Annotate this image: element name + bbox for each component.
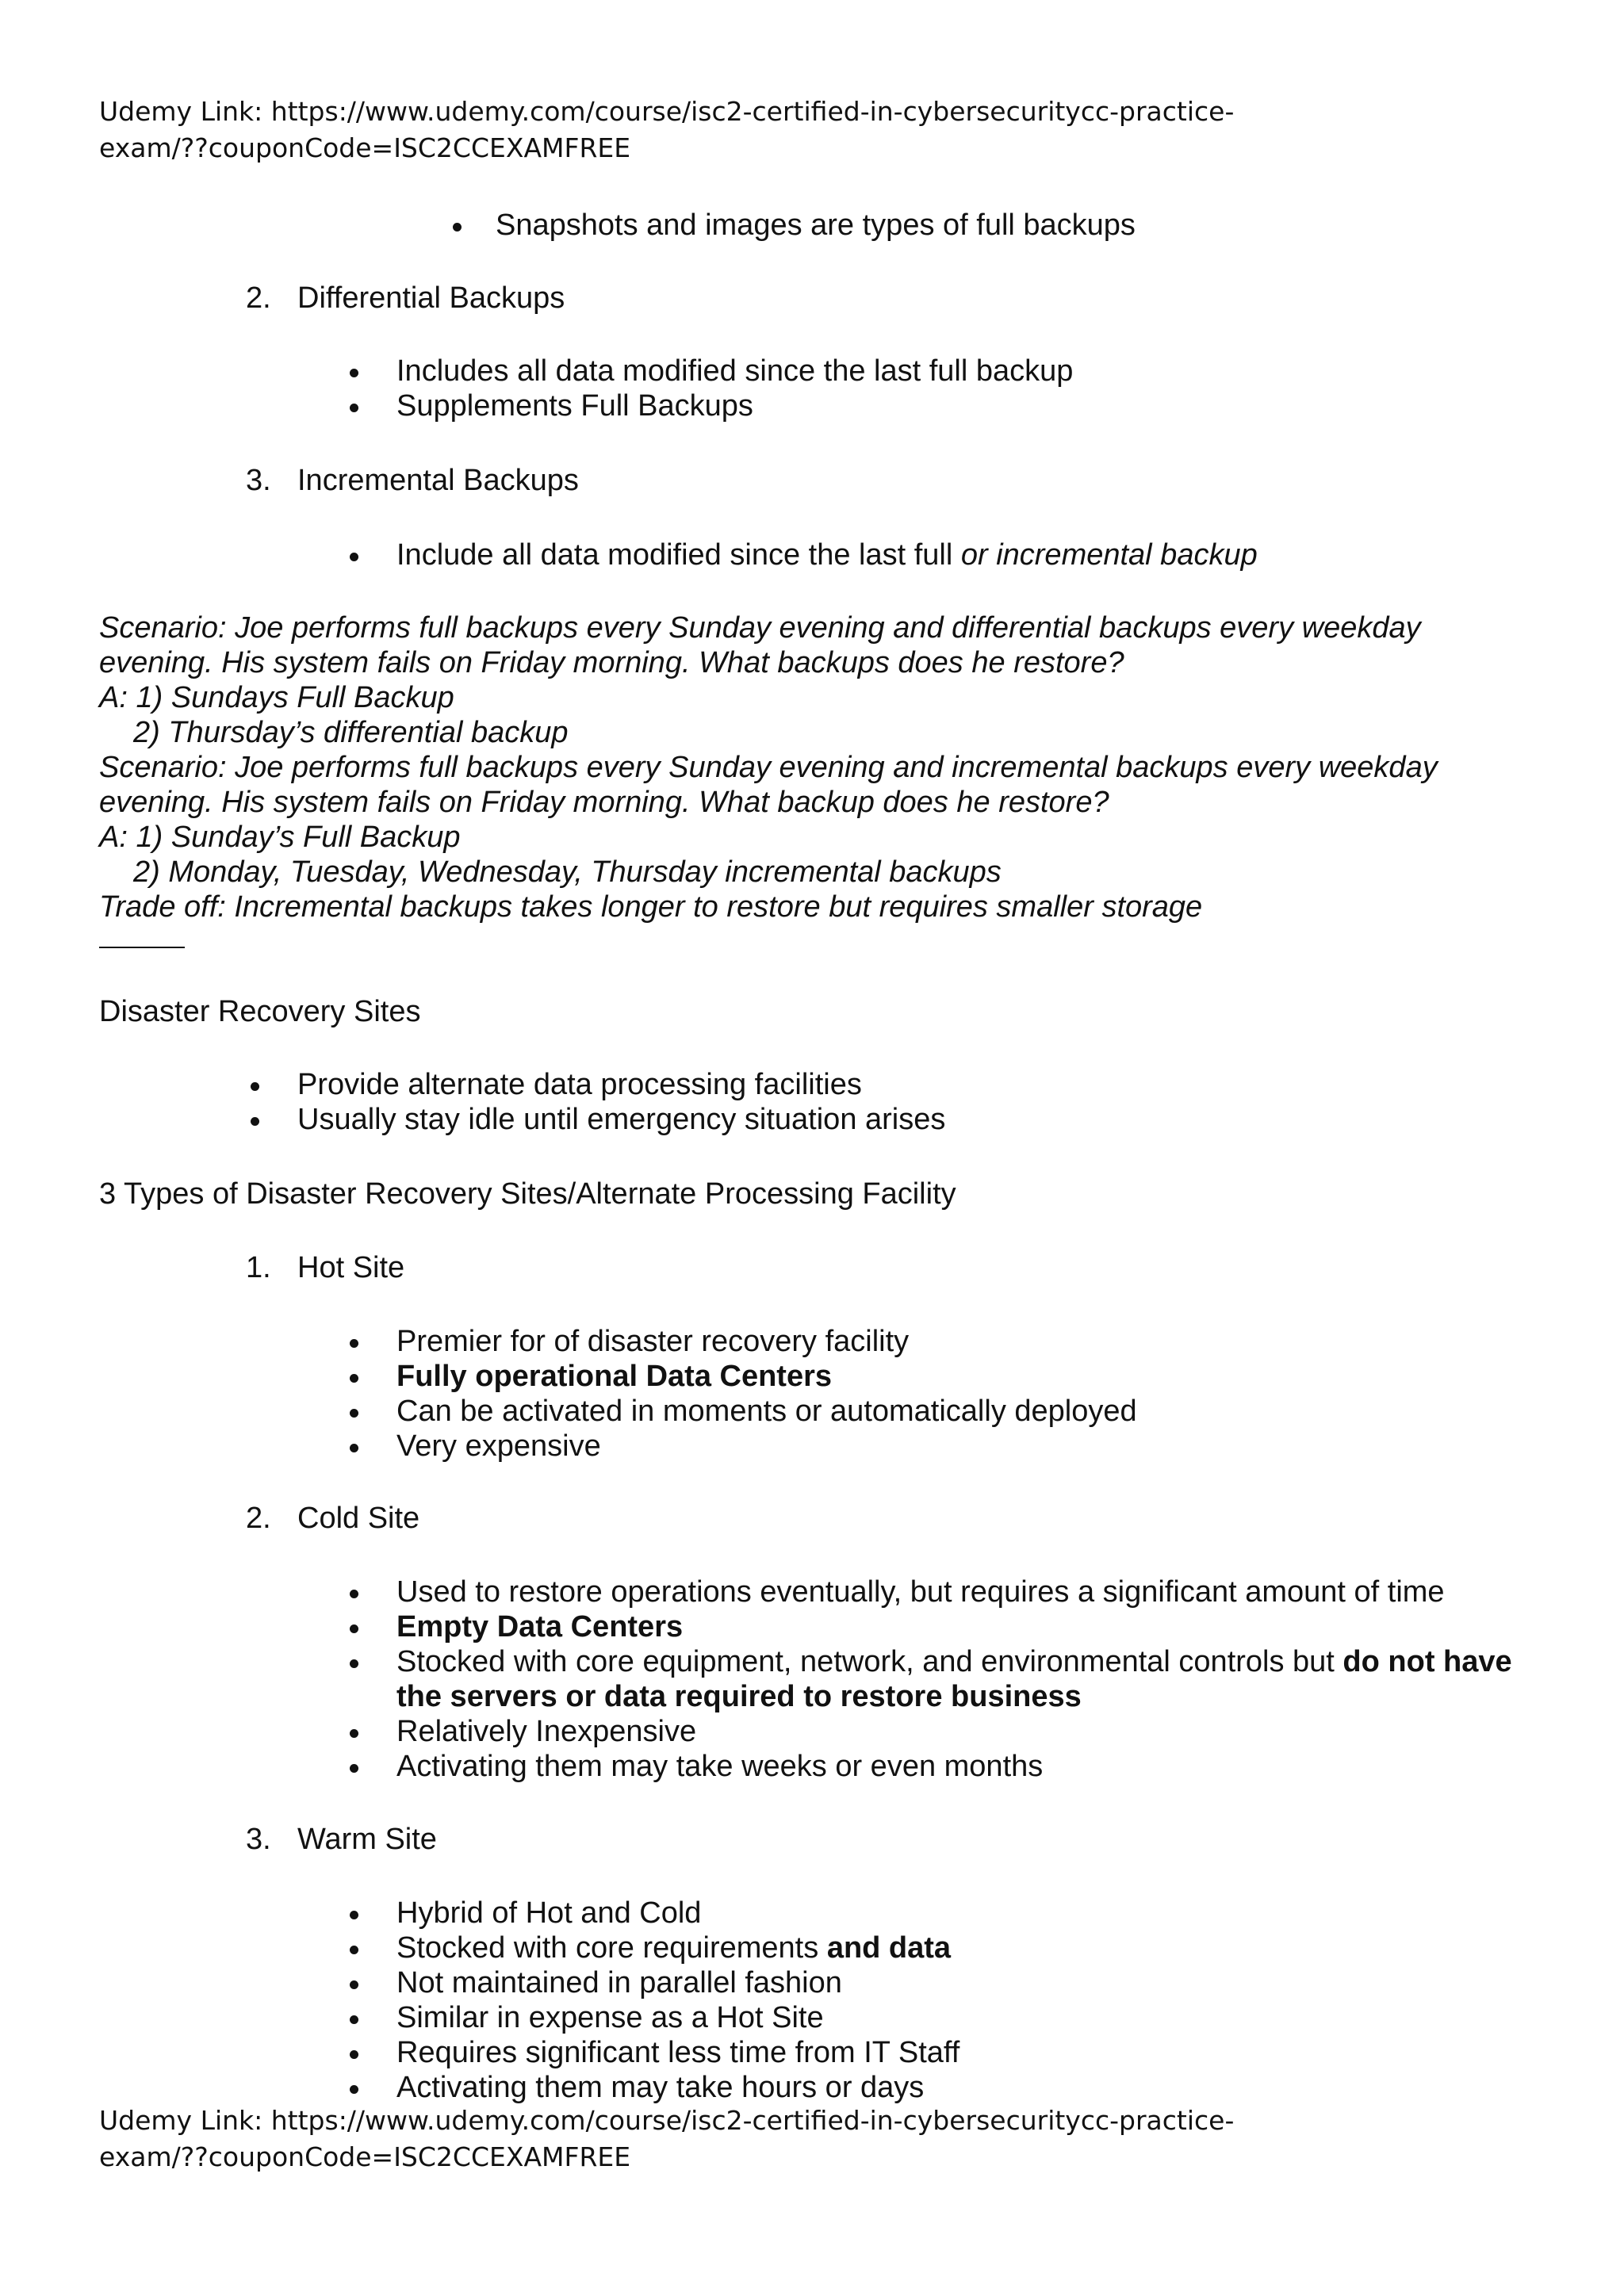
scenario-1-line-1: Scenario: Joe performs full backups every Sunday evening and differential backups every weekday [99, 611, 1421, 645]
warm-site-bullet-2-bold: and data [826, 1931, 952, 1965]
incremental-bullet [396, 538, 1258, 572]
warm-site-bullet-2-plain: Stocked with core requirements [396, 1931, 827, 1965]
bullet-dot [350, 2085, 358, 2094]
warm-site-title: Warm Site [297, 1823, 437, 1856]
incremental-number: 3. [246, 464, 271, 497]
bullet-dot [453, 223, 462, 232]
warm-site-bullet-5: Requires significant less time from IT Staff [396, 2036, 960, 2069]
bullet-dot [251, 1082, 259, 1091]
dr-bullet-2: Usually stay idle until emergency situation arises [297, 1103, 946, 1136]
cold-site-bullet-3-cont: the servers or data required to restore business [396, 1680, 1082, 1713]
bullet-dot [350, 1409, 358, 1418]
warm-site-bullet-1: Hybrid of Hot and Cold [396, 1896, 702, 1930]
bullet-dot [350, 1980, 358, 1989]
differential-bullet-1: Includes all data modified since the last full backup [396, 354, 1074, 388]
cold-site-bullet-3 [396, 1644, 1512, 1679]
incremental-bullet-plain: Include all data modified since the last full [396, 538, 961, 572]
dr-sites-heading: Disaster Recovery Sites [99, 995, 421, 1028]
page-header [99, 94, 1526, 166]
differential-number: 2. [246, 281, 271, 315]
cold-site-bullet-3-bold: do not have [1342, 1645, 1512, 1678]
dr-types-heading: 3 Types of Disaster Recovery Sites/Alternate Processing Facility [99, 1177, 956, 1211]
warm-site-bullet-2 [396, 1931, 951, 1965]
scenario-1-answer-2: 2) Thursday’s differential backup [133, 716, 569, 749]
bullet-dot [350, 2050, 358, 2059]
header-link-line2[interactable]: exam/??couponCode=ISC2CCEXAMFREE [99, 132, 631, 163]
bullet-dot [251, 1117, 259, 1126]
tradeoff-note: Trade off: Incremental backups takes longer to restore but requires smaller storage [99, 890, 1203, 924]
warm-site-bullet-3: Not maintained in parallel fashion [396, 1966, 842, 1999]
cold-site-bullet-3-plain: Stocked with core equipment, network, and environmental controls but [396, 1645, 1343, 1678]
cold-site-title: Cold Site [297, 1502, 420, 1535]
bullet-dot [350, 1339, 358, 1348]
hot-site-bullet-2: Fully operational Data Centers [396, 1360, 833, 1393]
scenario-2-answer-2: 2) Monday, Tuesday, Wednesday, Thursday incremental backups [133, 855, 1002, 889]
warm-site-bullet-6: Activating them may take hours or days [396, 2071, 925, 2104]
header-link-line1[interactable]: Udemy Link: https://www.udemy.com/course/isc2-certified-in-cybersecuritycc-practice- [99, 96, 1235, 127]
scenario-1-answer-1: A: 1) Sundays Full Backup [99, 681, 454, 714]
bullet-dot [350, 1764, 358, 1773]
page-footer [99, 2103, 1526, 2175]
footer-link-line1[interactable]: Udemy Link: https://www.udemy.com/course/isc2-certified-in-cybersecuritycc-practice- [99, 2105, 1235, 2136]
hot-site-title: Hot Site [297, 1251, 405, 1284]
cold-site-bullet-2: Empty Data Centers [396, 1610, 684, 1644]
incremental-bullet-italic: or incremental backup [960, 538, 1258, 572]
cold-site-number: 2. [246, 1502, 271, 1535]
bullet-dot [350, 1444, 358, 1452]
bullet-dot [350, 1374, 358, 1383]
section-divider [99, 947, 185, 948]
bullet-dot [350, 2015, 358, 2024]
bullet-dot [350, 1590, 358, 1598]
cold-site-bullet-5: Activating them may take weeks or even months [396, 1750, 1044, 1783]
cold-site-bullet-1: Used to restore operations eventually, but requires a significant amount of time [396, 1575, 1445, 1609]
differential-title: Differential Backups [297, 281, 565, 315]
bullet-dot [350, 1729, 358, 1738]
hot-site-bullet-1: Premier for of disaster recovery facility [396, 1325, 910, 1358]
hot-site-number: 1. [246, 1251, 271, 1284]
differential-bullet-2: Supplements Full Backups [396, 389, 753, 423]
warm-site-number: 3. [246, 1823, 271, 1856]
scenario-2-line-2: evening. His system fails on Friday morning. What backup does he restore? [99, 786, 1109, 819]
bullet-dot [350, 369, 358, 377]
dr-bullet-1: Provide alternate data processing facilities [297, 1068, 862, 1101]
full-backup-bullet: Snapshots and images are types of full backups [496, 209, 1136, 242]
bullet-dot [350, 1946, 358, 1954]
hot-site-bullet-3: Can be activated in moments or automatically deployed [396, 1395, 1137, 1428]
footer-link-line2[interactable]: exam/??couponCode=ISC2CCEXAMFREE [99, 2141, 631, 2172]
scenario-2-answer-1: A: 1) Sunday’s Full Backup [99, 821, 461, 854]
incremental-title: Incremental Backups [297, 464, 579, 497]
scenario-2-line-1: Scenario: Joe performs full backups every Sunday evening and incremental backups every weekday [99, 751, 1438, 784]
scenario-1-line-2: evening. His system fails on Friday morning. What backups does he restore? [99, 646, 1124, 679]
bullet-dot [350, 1911, 358, 1919]
hot-site-bullet-4: Very expensive [396, 1429, 601, 1463]
bullet-dot [350, 1624, 358, 1633]
bullet-dot [350, 1659, 358, 1668]
bullet-dot [350, 553, 358, 561]
bullet-dot [350, 404, 358, 412]
warm-site-bullet-4: Similar in expense as a Hot Site [396, 2001, 824, 2034]
cold-site-bullet-4: Relatively Inexpensive [396, 1715, 697, 1748]
